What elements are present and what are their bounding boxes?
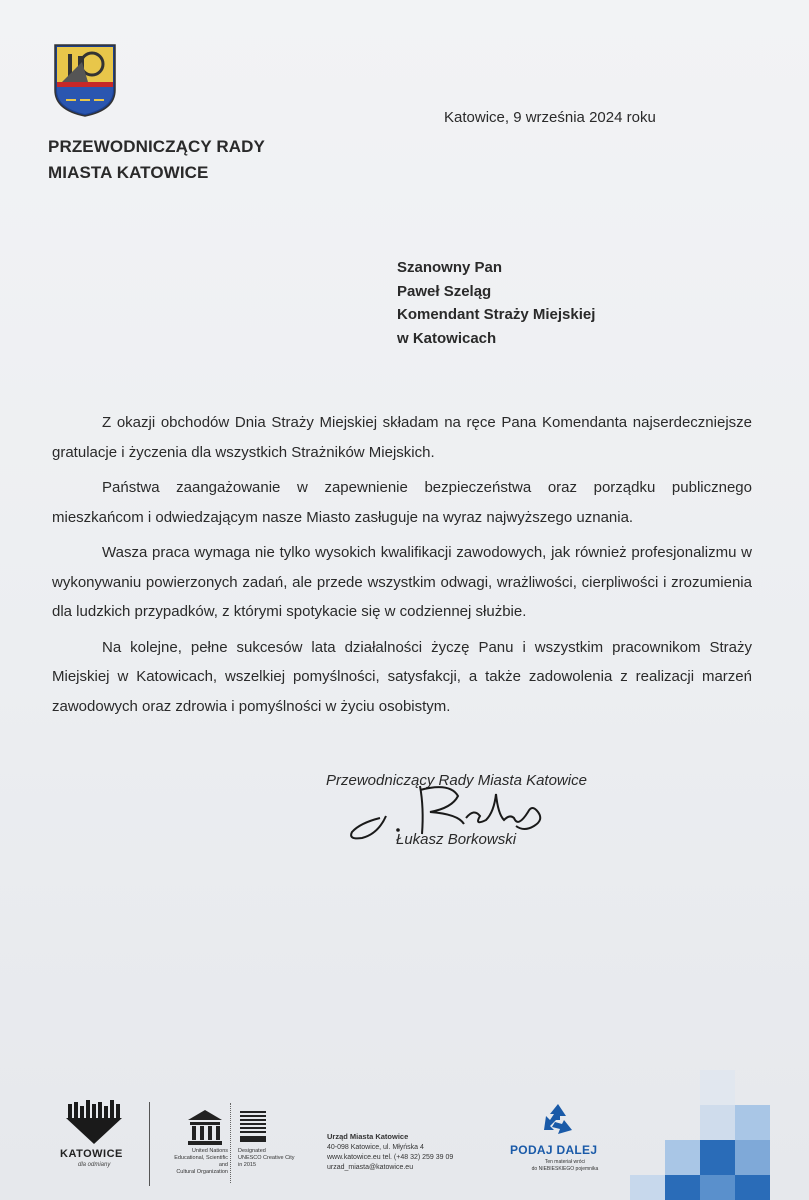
recipient-salutation: Szanowny Pan xyxy=(397,259,503,276)
contact-email: urzad_miasta@katowice.eu xyxy=(327,1164,414,1171)
creative-city-line: Designated xyxy=(238,1148,266,1154)
decorative-squares-icon xyxy=(600,1060,809,1200)
unesco-caption xyxy=(172,1148,228,1176)
letter-body xyxy=(52,408,752,727)
organization-name xyxy=(48,134,265,186)
unesco-caption-line: Educational, Scientific and xyxy=(174,1155,228,1168)
letter-date: Katowice, 9 września 2024 roku xyxy=(444,109,656,126)
footer-divider xyxy=(149,1102,150,1186)
creative-city-line: in 2015 xyxy=(238,1162,257,1168)
recipient-title: Komendant Straży Miejskiej xyxy=(397,306,596,323)
contact-address: 40-098 Katowice, ul. Młyńska 4 xyxy=(327,1144,424,1151)
body-paragraph: Z okazji obchodów Dnia Straży Miejskiej składam na ręce Pana Komendanta najserdeczniejsze gratulacje i życzenia dla wszystkich Strażników Miejskich. xyxy=(52,414,752,461)
contact-web-phone: www.katowice.eu tel. (+48 32) 259 39 09 xyxy=(327,1154,454,1161)
signature-title: Przewodniczący Rady Miasta Katowice xyxy=(326,772,587,789)
unesco-temple-icon xyxy=(186,1108,224,1146)
creative-city-caption xyxy=(238,1148,308,1169)
creative-city-icon xyxy=(238,1108,268,1144)
body-paragraph: Na kolejne, pełne sukcesów lata działalności życzę Panu i wszystkim pracownikom Straży Miejskiej w Katowicach, wszelkiej pomyślności, satysfakcji, a także zadowolenia z realizacji marzeń zawodowych oraz zdrowia i pomyślności w życiu osobistym. xyxy=(52,638,752,715)
body-paragraph: Państwa zaangażowanie w zapewnienie bezpieczeństwa oraz porządku publicznego mieszkańcom i odwiedzającym nasze Miasto zasługuje na wyraz najwyższego uznania. xyxy=(52,479,752,526)
body-paragraph: Wasza praca wymaga nie tylko wysokich kwalifikacji zawodowych, jak również profesjonalizmu w wykonywaniu powierzonych zadań, ale przede wszystkim odwagi, wrażliwości, cierpliwości i zrozumienia dla ludzkich przypadków, z którymi spotykacie się w codziennej służbie. xyxy=(52,544,752,620)
recipient-block xyxy=(397,256,595,350)
signature-name: Łukasz Borkowski xyxy=(396,831,517,848)
podaj-dalej-caption xyxy=(530,1159,600,1173)
footer-contact xyxy=(327,1132,453,1173)
recipient-place: w Katowicach xyxy=(397,329,497,347)
katowice-logo-icon xyxy=(62,1100,124,1146)
org-line-2: MIASTA KATOWICE xyxy=(48,163,209,182)
recycle-icon xyxy=(538,1100,578,1140)
creative-city-line: UNESCO Creative City xyxy=(238,1155,295,1161)
unesco-caption-line: Cultural Organization xyxy=(176,1169,228,1175)
org-line-1: PRZEWODNICZĄCY RADY xyxy=(48,137,265,156)
podaj-dalej-label: PODAJ DALEJ xyxy=(510,1143,598,1157)
katowice-coat-of-arms-icon xyxy=(52,42,118,118)
katowice-logo-text: KATOWICE xyxy=(60,1148,123,1160)
katowice-logo-tagline: dla odmiany xyxy=(78,1162,111,1168)
podaj-caption-line: do NIEBIESKIEGO pojemnika xyxy=(531,1166,599,1172)
podaj-caption-line: Ten materiał wróci xyxy=(544,1159,586,1165)
unesco-caption-line: United Nations xyxy=(191,1148,228,1154)
contact-name: Urząd Miasta Katowice xyxy=(327,1132,409,1141)
recipient-name: Paweł Szeląg xyxy=(397,282,492,300)
footer-dotted-divider xyxy=(230,1103,232,1183)
